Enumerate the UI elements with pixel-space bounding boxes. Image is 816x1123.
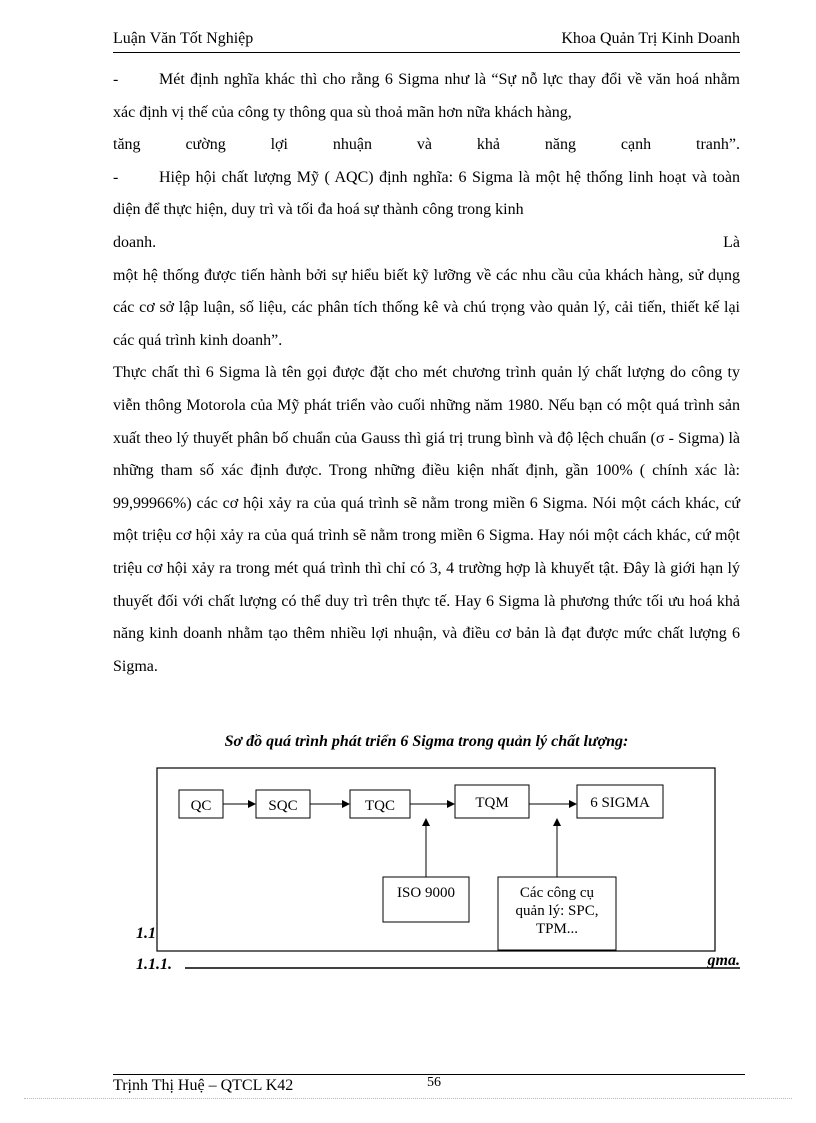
node-tqm bbox=[455, 785, 529, 818]
page-footer bbox=[113, 1074, 745, 1099]
bullet-dash: - bbox=[113, 168, 119, 186]
node-sqc bbox=[256, 790, 310, 818]
node-six-sigma-label: 6 SIGMA bbox=[590, 795, 650, 811]
header-faculty-label: Khoa Quản Trị Kinh Doanh bbox=[561, 30, 740, 47]
node-tools-line-2: quản lý: SPC, bbox=[515, 903, 599, 919]
footer-author: Trịnh Thị Huệ – QTCL K42 bbox=[113, 1077, 294, 1094]
node-tqc bbox=[350, 790, 410, 818]
footer-dotted-rule bbox=[24, 1098, 792, 1099]
page-number: 56 bbox=[427, 1075, 441, 1090]
paragraph-definition-2-cont: một hệ thống được tiến hành bởi sự hiểu biết kỹ lưỡng về các nhu cầu của khách hàng, sử dụng các cơ sở lập luận, số liệu, các phân tích thống kê và chú trọng vào quản lý, cải tiến, thiết kế lại các quá trình kinh doanh”. bbox=[113, 266, 740, 349]
node-tools-line-3: TPM... bbox=[535, 921, 579, 937]
hidden-heading-a: 1.1 bbox=[136, 925, 156, 942]
hidden-heading-c: gma. bbox=[707, 952, 740, 969]
header-thesis-label: Luận Văn Tốt Nghiệp bbox=[113, 30, 254, 47]
node-tqm-label: TQM bbox=[475, 795, 509, 811]
node-iso-label: ISO 9000 bbox=[397, 885, 455, 901]
node-tools-line-1: Các công cụ bbox=[519, 885, 595, 901]
paragraph-definition-2: - Hiệp hội chất lượng Mỹ ( AQC) định nghĩa: 6 Sigma là một hệ thống linh hoạt và toàn diện để thực hiện, duy trì và tối đa hoá sự thành công trong kinh bbox=[113, 162, 740, 227]
node-qc-label: QC bbox=[190, 798, 212, 814]
paragraph-definition-1-end: tăng cường lợi nhuận và khả năng cạnh tranh”. bbox=[113, 136, 740, 154]
node-iso-9000 bbox=[383, 877, 469, 922]
paragraph-definition-2-break: doanh. Là bbox=[113, 233, 740, 251]
node-sqc-label: SQC bbox=[268, 798, 298, 814]
node-six-sigma bbox=[577, 785, 663, 818]
paragraph-essence: Thực chất thì 6 Sigma là tên gọi được đặt cho mét chương trình quản lý chất lượng do công ty viễn thông Motorola của Mỹ phát triển vào cuối những năm 1980. Nếu bạn có một quá trình sản xuất theo lý thuyết phân bố chuẩn của Gauss thì giá trị trung bình và độ lệch chuẩn (σ - Sigma) là những tham số xác định được. Trong những điều kiện nhất định, gần 100% ( chính xác là: 99,99966%) các cơ hội xảy ra của quá trình sẽ nằm trong miền 6 Sigma. Nói một cách khác, cứ một triệu cơ hội xảy ra của quá trình sẽ nằm trong miền 6 Sigma. Hay nói một cách khác, cứ một triệu cơ hội xảy ra trong mét quá trình thì chỉ có 3, 4 trường hợp là khuyết tật. Đây là giới hạn lý thuyết đối với chất lượng có thể duy trì trên thực tế. Hay 6 Sigma là phương thức tối ưu hoá khả năng kinh doanh nhằm tạo thêm nhiều lợi nhuận, và điều cơ bản là đạt được mức chất lượng 6 Sigma. bbox=[113, 364, 740, 675]
hidden-heading-b: 1.1.1. bbox=[136, 956, 172, 973]
paragraph-definition-1: - Mét định nghĩa khác thì cho rằng 6 Sigma như là “Sự nỗ lực thay đổi về văn hoá nhằm xác định vị thế của công ty thông qua sù thoả mãn hơn nữa khách hàng, bbox=[113, 64, 740, 129]
node-management-tools bbox=[498, 877, 616, 950]
bullet-dash: - bbox=[113, 71, 119, 88]
figure-title: Sơ đồ quá trình phát triển 6 Sigma trong quản lý chất lượng: bbox=[224, 733, 629, 750]
node-qc bbox=[179, 790, 223, 818]
node-tqc-label: TQC bbox=[365, 798, 395, 814]
